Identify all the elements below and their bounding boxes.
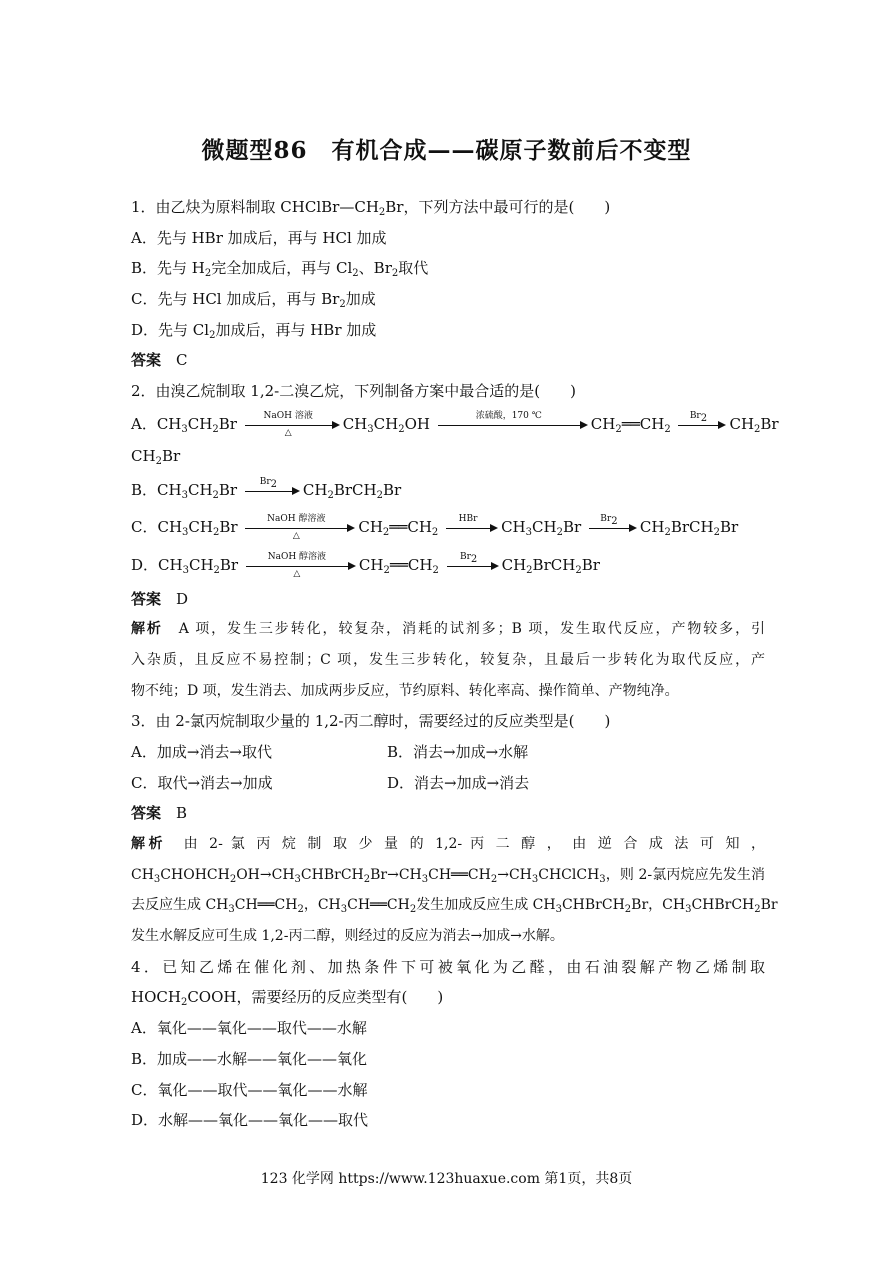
question-1-stem: 1．由乙炔为原料制取 $CHClBr—CH_2Br$，下列方法中最可行的是( ) [131,198,611,218]
question-2-stem: 2．由溴乙烷制取 1,2-二溴乙烷，下列制备方案中最合适的是( ) [131,382,576,401]
question-1-answer: 答案 C [131,351,188,370]
question-2-explanation-line-2: 入杂质，且反应不易控制；C 项，发生三步转化，较复杂，且最后一步转化为取代反应，产 [131,651,765,668]
question-3-explanation-line-4: 发生水解反应可生成 1,2-丙二醇，则经过的反应为消去→加成→水解。 [131,928,564,945]
question-3-option-c: C．取代→消去→加成 [131,773,273,792]
question-3-answer: 答案 B [131,804,188,823]
reaction-arrow: NaOH 溶液 △ [245,414,340,436]
reaction-arrow: $Br_2$ [447,555,499,577]
question-3-option-b: B．消去→加成→水解 [387,742,529,761]
question-2-explanation-line-1: 解析 A 项，发生三步转化，较复杂，消耗的试剂多；B 项，发生取代反应，产物较多，引 [131,621,766,638]
question-2-option-b: B．$CH_3CH_2Br$ $Br_2$ $CH_2BrCH_2Br$ [131,476,402,501]
question-1-option-a: A．先与 HBr 加成后，再与 HCl 加成 [131,228,387,247]
question-3-stem: 3．由 2-氯丙烷制取少量的 1,2-丙二醇时，需要经过的反应类型是( ) [131,712,611,731]
question-3-options-row-1 [131,737,765,768]
question-3-explanation-line-2: $CH_3CHOHCH_2OH\to CH_3CHBrCH_2Br\to CH_3CH══CH_2\to CH_3CHClCH_3$，则 2-氯丙烷应先发生消 [131,866,765,885]
question-2-option-c: C．$CH_3CH_2Br$ NaOH 醇溶液 △ $CH_2══CH_2$ HBr $CH_3CH_2Br$ $Br_2$ $CH_2BrCH_2Br$ [131,513,739,541]
reaction-arrow: 浓硫酸，170 ℃ [438,414,588,436]
question-4-option-d: D．水解——氧化——氧化——取代 [131,1111,369,1130]
question-4-option-b: B．加成——水解——氧化——氧化 [131,1049,368,1068]
question-3-option-a: A．加成→消去→取代 [131,742,272,761]
reaction-arrow: NaOH 醇溶液 △ [245,517,355,539]
question-1-option-b: B．先与 $H_2$完全加成后，再与 $Cl_2$、$Br_2$取代 [131,259,429,280]
reaction-arrow: NaOH 醇溶液 △ [246,555,356,577]
question-1-option-d: D．先与 $Cl_2$加成后，再与 HBr 加成 [131,320,377,341]
question-2-option-d: D．$CH_3CH_2Br$ NaOH 醇溶液 △ $CH_2══CH_2$ $Br_2$ $CH_2BrCH_2Br$ [131,551,600,579]
question-2-answer: 答案 D [131,589,189,608]
question-3-explanation-line-3: 去反应生成 $CH_3CH══CH_2$，$CH_3CH══CH_2$发生加成反应生成 $CH_3CHBrCH_2Br$，$CH_3CHBrCH_2Br$ [131,897,778,916]
question-2-explanation-line-3: 物不纯；D 项，发生消去、加成两步反应，节约原料、转化率高、操作简单、产物纯净。 [131,682,679,699]
page-footer: 123 化学网 https://www.123huaxue.com 第1页，共8页 [260,1171,633,1187]
question-3-explanation-line-1: 解析 由 2- 氯 丙 烷 制 取 少 量 的 1,2- 丙 二 醇 ， 由 逆 合 成 法 可 知 ， [131,836,765,852]
question-1-option-c: C．先与 HCl 加成后，再与 $Br_2$加成 [131,290,376,311]
question-4-option-c: C．氧化——取代——氧化——水解 [131,1080,368,1099]
reaction-arrow: $Br_2$ [589,517,637,539]
question-4-stem-line-2: $HOCH_2COOH$，需要经历的反应类型有( ) [131,988,444,1009]
reaction-arrow: $Br_2$ [245,480,300,502]
page-title: 微题型86 有机合成——碳原子数前后不变型 [201,137,692,164]
reaction-arrow: $Br_2$ [678,414,726,436]
reaction-arrow: HBr [446,517,498,539]
question-3-option-d: D．消去→加成→消去 [387,773,530,792]
question-4-option-a: A．氧化——氧化——取代——水解 [131,1019,367,1038]
question-2-option-a-wrap: $CH_2Br$ [131,446,181,467]
question-3-options-row-2 [131,768,765,799]
document-body [131,192,779,1136]
question-4-stem-line-1: 4．已知乙烯在催化剂、加热条件下可被氧化为乙醛，由石油裂解产物乙烯制取 [131,957,765,976]
question-2-option-a: A．$CH_3CH_2Br$ NaOH 溶液 △ $CH_3CH_2OH$ 浓硫酸，170 ℃ $CH_2══CH_2$ $Br_2$ $CH_2Br$ [131,410,779,438]
